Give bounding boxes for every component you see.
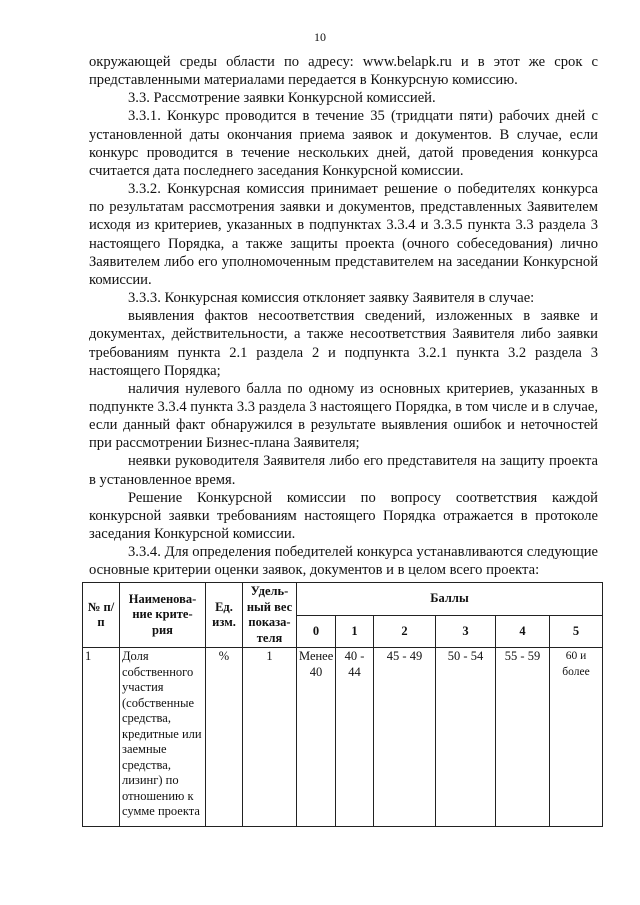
score-cell: 45 - 49 xyxy=(374,648,436,827)
paragraph: 3.3.2. Конкурсная комиссия принимает решение о победителях конкурса по результатам рассмотрения заявки и документов, представленных Заявителем исходя из критериев, указанных в подпунктах 3.3.4 и 3.3.5 пункта 3.3 раздела 3 настоящего Порядка, а также защиты проекта (очного собеседования) лично Заявителем либо его уполномоченным представителем на заседании Конкурсной комиссии. xyxy=(89,181,598,288)
list-item: выявления фактов несоответствия сведений, изложенных в заявке и документах, действительности, а также несоответствия Заявителя либо заявки требованиям пункта 2.1 раздела 2 и подпункта 3.2.1 пункта 3.2 раздела 3 настоящего Порядка; xyxy=(89,308,598,379)
unit-cell: % xyxy=(206,648,243,827)
header-point-level: 1 xyxy=(336,615,374,648)
score-cell: 60 и более xyxy=(550,648,603,827)
score-cell: 50 - 54 xyxy=(436,648,496,827)
header-point-level: 4 xyxy=(496,615,550,648)
score-cell: 55 - 59 xyxy=(496,648,550,827)
paragraph: окружающей среды области по адресу: www.belapk.ru и в этот же срок с представленными материалами передается в Конкурсную комиссию. xyxy=(89,54,598,89)
paragraph: 3.3.3. Конкурсная комиссия отклоняет заявку Заявителя в случае: xyxy=(128,290,535,307)
criterion-name: Доля собственного участия (собственные средства, кредитные или заемные средства, лизинг) по отношению к сумме проекта xyxy=(120,648,206,827)
header-number: № п/п xyxy=(83,583,120,648)
header-criterion-name: Наименова-ние крите-рия xyxy=(120,583,206,648)
section-heading: 3.3. Рассмотрение заявки Конкурсной комиссией. xyxy=(128,90,436,107)
paragraph: Решение Конкурсной комиссии по вопросу соответствия каждой конкурсной заявки требованиям настоящего Порядка отражается в протоколе заседания Конкурсной комиссии. xyxy=(89,489,598,543)
paragraph: 3.3.4. Для определения победителей конкурса устанавливаются следующие основные критерии оценки заявок, документов и в целом всего проекта: xyxy=(89,544,598,579)
page-number: 10 xyxy=(314,30,326,44)
document-body xyxy=(89,53,598,580)
score-cell: 40 - 44 xyxy=(336,648,374,827)
header-point-level: 2 xyxy=(374,615,436,648)
header-point-level: 3 xyxy=(436,615,496,648)
header-points: Баллы xyxy=(297,583,603,616)
paragraph: 3.3.1. Конкурс проводится в течение 35 (тридцати пяти) рабочих дней с установленной даты окончания приема заявок и документов. В случае, если конкурс проводится в течение нескольких дней, датой проведения конкурса считается дата последнего заседания Конкурсной комиссии. xyxy=(89,108,598,179)
table-row xyxy=(83,648,603,827)
criteria-table xyxy=(82,582,603,827)
weight-cell: 1 xyxy=(243,648,297,827)
header-point-level: 0 xyxy=(297,615,336,648)
list-item: наличия нулевого балла по одному из основных критериев, указанных в подпункте 3.3.4 пункта 3.3 раздела 3 настоящего Порядка, в том числе и в случае, если данный факт обнаружился в результате выявления ошибок и неточностей при рассмотрении Бизнес-плана Заявителя; xyxy=(89,380,598,452)
list-item: неявки руководителя Заявителя либо его представителя на защиту проекта в установленное время. xyxy=(89,453,598,488)
score-cell: Менее 40 xyxy=(297,648,336,827)
header-unit: Ед. изм. xyxy=(206,583,243,648)
header-weight: Удель-ный вес показа-теля xyxy=(243,583,297,648)
row-number: 1 xyxy=(83,648,120,827)
table-header-row xyxy=(83,583,603,616)
header-point-level: 5 xyxy=(550,615,603,648)
